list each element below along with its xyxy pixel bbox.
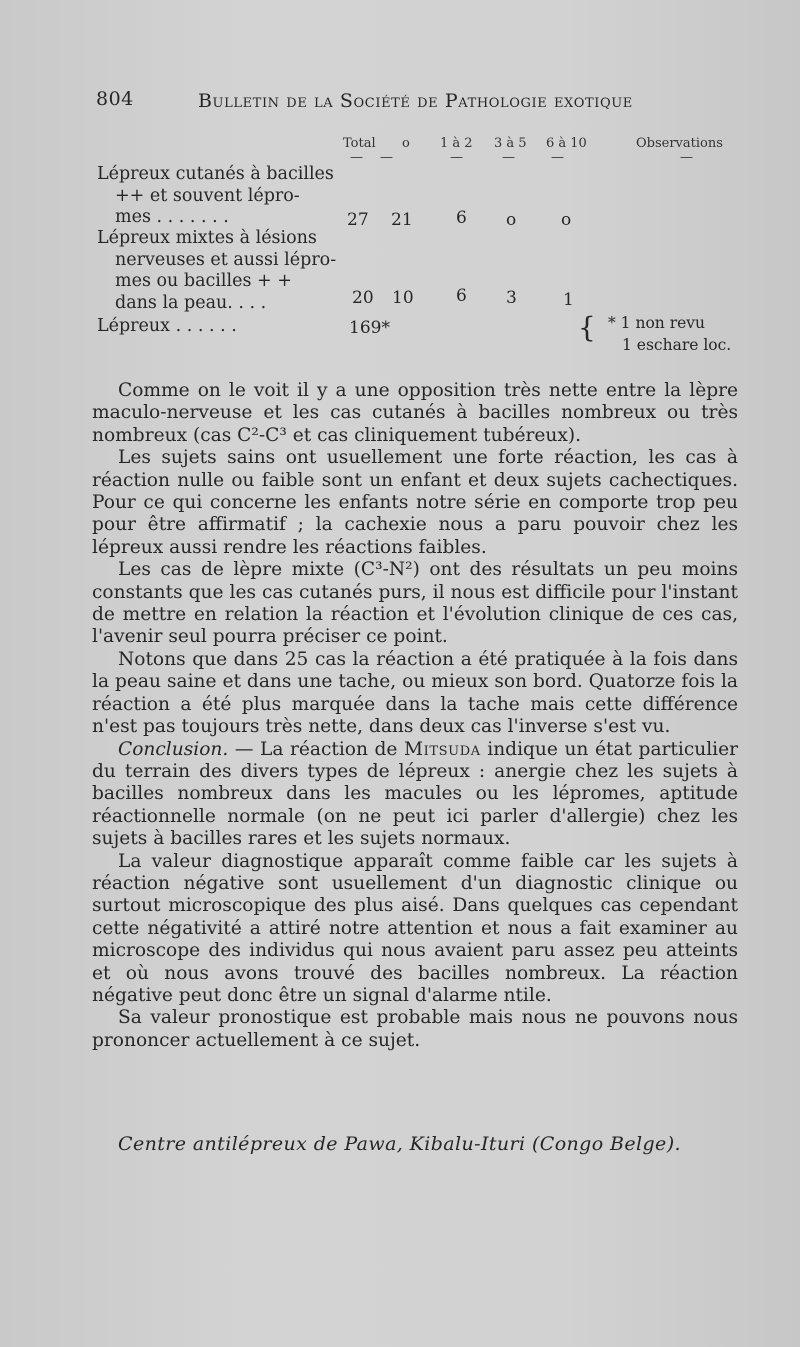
col-header-1-2: 1 à 2: [440, 136, 473, 151]
article-body: [92, 380, 738, 1052]
cell-3-5: o: [506, 210, 517, 230]
header-dash: —: [680, 150, 693, 165]
observation-line: 1 eschare loc.: [622, 336, 732, 354]
row-label-line: ++ et souvent lépro-: [115, 185, 300, 206]
conclusion-lead: Conclusion.: [118, 738, 229, 760]
conclusion-text-b: indique un état particulier du terrain des divers types de lépreux : anergie chez les sujets à bacilles nombreux dans les macules ou les lépromes, aptitude réactionnelle normale (on ne peut ici parler d'allergie) chez les sujets à bacilles rares et les sujets normaux.: [92, 738, 739, 850]
row-label-line: Lépreux cutanés à bacilles: [97, 164, 334, 184]
col-header-total: Total: [343, 136, 376, 151]
row-label-lepreux: [97, 316, 237, 338]
cell-1-2: 6: [456, 208, 467, 228]
cell-0: 10: [392, 288, 414, 308]
cell-1-2: 6: [456, 286, 467, 306]
author-name: Mitsuda: [403, 738, 481, 760]
row-label-cutanes: [97, 164, 334, 229]
col-header-6-10: 6 à 10: [546, 136, 587, 151]
results-table: [0, 0, 800, 380]
affiliation-signature: Centre antilépreux de Pawa, Kibalu-Ituri (Congo Belge).: [118, 1133, 681, 1155]
cell-total: 20: [352, 288, 374, 308]
conclusion-text-a: — La réaction de: [228, 738, 404, 760]
row-label-line: dans la peau. . . .: [115, 292, 267, 313]
cell-3-5: 3: [506, 288, 517, 308]
cell-0: 21: [391, 210, 413, 230]
journal-title: Bulletin de la Société de Pathologie exotique: [198, 90, 633, 112]
header-dash: —: [450, 150, 463, 165]
paragraph: Les sujets sains ont usuellement une forte réaction, les cas à réaction nulle ou faible sont un enfant et deux sujets cachectiques. Pour ce qui concerne les enfants notre série en comporte trop peu pour être affirmatif ; la cachexie nous a paru pouvoir chez les lépreux aussi rendre les réactions faibles.: [92, 447, 738, 558]
paragraph: Comme on le voit il y a une opposition très nette entre la lèpre maculo-nerveuse et les cas cutanés à bacilles nombreux ou très nombreux (cas C²-C³ et cas cliniquement tubéreux).: [92, 380, 738, 446]
row-label-line: mes ou bacilles + +: [115, 271, 292, 291]
cell-total: 169*: [349, 318, 390, 338]
paragraph: Notons que dans 25 cas la réaction a été pratiquée à la fois dans la peau saine et dans une tache, ou mieux son bord. Quatorze fois la réaction a été plus marquée dans la tache mais cette différence n'est pas toujours très nette, dans deux cas l'inverse s'est vu.: [92, 648, 738, 738]
cell-total: 27: [347, 210, 369, 230]
row-label-line: mes . . . . . . .: [115, 207, 229, 227]
paragraph: La valeur diagnostique apparaît comme faible car les sujets à réaction négative sont usuellement d'un diagnostic clinique ou surtout microscopique des plus aisé. Dans quelques cas cependant cette négativité a attiré notre attention et nous a fait examiner au microscope des individus qui nous avaient paru assez peu atteints et où nous avons trouvé des bacilles nombreux. La réaction négative peut donc être un signal d'alarme ntile.: [92, 850, 738, 1006]
row-label-mixtes: [97, 228, 336, 314]
cell-6-10: o: [561, 210, 572, 230]
page-number: 804: [96, 88, 134, 110]
header-dash: —: [502, 150, 515, 165]
row-label-line: Lépreux mixtes à lésions: [97, 228, 317, 248]
brace-glyph: {: [578, 311, 596, 344]
header-dash: —: [350, 150, 363, 165]
col-header-3-5: 3 à 5: [494, 136, 527, 151]
row-label-line: nerveuses et aussi lépro-: [115, 249, 337, 270]
paragraph: Les cas de lèpre mixte (C³-N²) ont des résultats un peu moins constants que les cas cutanés purs, il nous est difficile pour l'instant de mettre en relation la réaction et l'évolution clinique de ces cas, l'avenir seul pourra préciser ce point.: [92, 559, 738, 648]
cell-6-10: 1: [563, 290, 574, 310]
col-header-0: o: [402, 136, 410, 151]
header-dash: —: [551, 150, 564, 165]
header-dash: —: [380, 150, 393, 165]
observation-line: * 1 non revu: [608, 314, 706, 332]
paragraph: Sa valeur pronostique est probable mais nous ne pouvons nous prononcer actuellement à ce sujet.: [92, 1007, 738, 1051]
row-label-line: Lépreux . . . . . .: [97, 316, 237, 336]
col-header-observations: Observations: [636, 136, 723, 151]
paragraph-conclusion: [92, 739, 738, 851]
